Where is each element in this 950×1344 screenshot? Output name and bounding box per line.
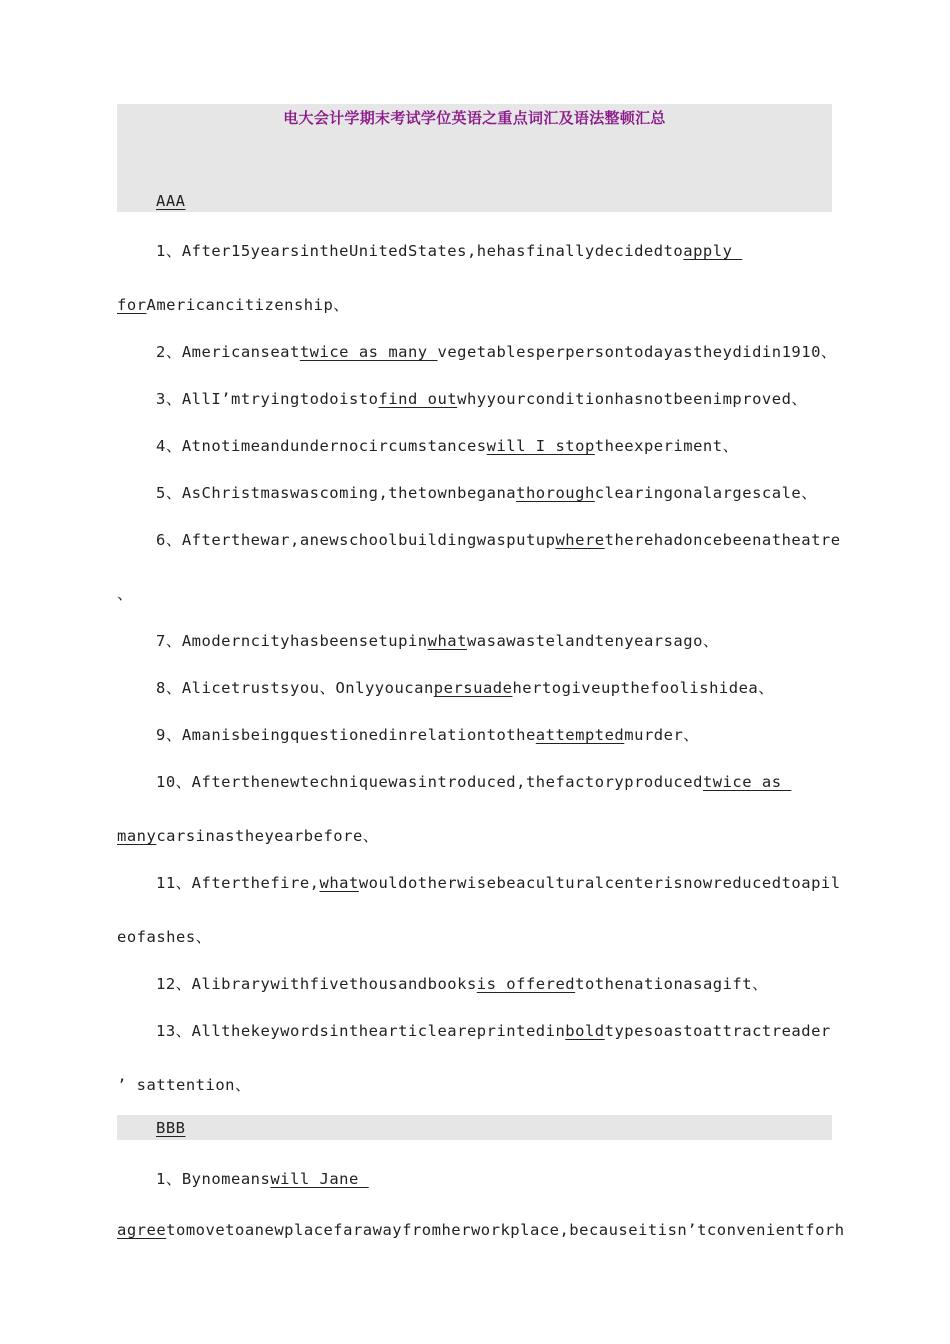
sentence-text: 1、Bynomeans bbox=[156, 1170, 271, 1188]
underlined-answer: many bbox=[117, 827, 157, 845]
sentence-text: wouldotherwisebeaculturalcenterisnowreducedtoapil bbox=[358, 874, 841, 892]
underlined-answer: agree bbox=[117, 1221, 167, 1239]
underlined-answer: twice as many bbox=[299, 343, 438, 361]
underlined-answer: bold bbox=[565, 1022, 605, 1040]
underlined-answer: thorough bbox=[516, 484, 595, 502]
sentence-text: clearingonalargescale、 bbox=[594, 484, 818, 502]
text-line bbox=[156, 387, 807, 409]
underlined-answer: what bbox=[319, 874, 359, 892]
sentence-text: typesoastoattractreader bbox=[604, 1022, 831, 1040]
sentence-text: 11、Afterthefire, bbox=[156, 874, 320, 892]
sentence-text: Americancitizenship、 bbox=[146, 296, 350, 314]
sentence-text: 6、Afterthewar,anewschoolbuildingwasputup bbox=[156, 531, 556, 549]
sentence-text: 13、Allthekeywordsinthearticleareprintedin bbox=[156, 1022, 566, 1040]
text-line bbox=[156, 528, 841, 550]
text-line bbox=[117, 1221, 845, 1239]
text-line bbox=[117, 1073, 251, 1095]
text-line bbox=[156, 1167, 369, 1189]
underlined-answer: persuade bbox=[433, 679, 513, 697]
underlined-answer: attempted bbox=[535, 726, 625, 744]
underlined-answer: is offered bbox=[476, 975, 576, 993]
text-line bbox=[156, 239, 742, 261]
underlined-answer: where bbox=[555, 531, 605, 549]
text-line bbox=[156, 434, 739, 456]
text-line bbox=[117, 824, 379, 846]
text-line bbox=[117, 582, 133, 604]
text-line bbox=[156, 1019, 831, 1041]
sentence-text: whyyourconditionhasnotbeenimproved、 bbox=[457, 390, 808, 408]
sentence-text: 4、Atnotimeandundernocircumstances bbox=[156, 437, 487, 455]
underlined-answer: find out bbox=[378, 390, 458, 408]
section-band-b bbox=[117, 1115, 832, 1140]
sentence-text: therehadoncebeenatheatre bbox=[604, 531, 841, 549]
sentence-text: 12、Alibrarywithfivethousandbooks bbox=[156, 975, 477, 993]
text-line bbox=[156, 676, 774, 698]
underlined-answer: for bbox=[117, 296, 147, 314]
sentence-text: murder、 bbox=[624, 726, 700, 744]
sentence-text: 3、AllI’mtryingtodoisto bbox=[156, 390, 379, 408]
underlined-answer: twice as bbox=[702, 773, 792, 791]
text-line bbox=[156, 481, 817, 503]
underlined-answer: will I stop bbox=[486, 437, 595, 455]
sentence-text: hertogiveupthefoolishidea、 bbox=[512, 679, 775, 697]
text-line bbox=[156, 972, 768, 994]
text-line bbox=[156, 770, 791, 792]
text-line bbox=[156, 629, 719, 651]
sentence-text: tomovetoanewplacefarawayfromherworkplace,becauseitisn’tconvenientforh bbox=[166, 1221, 845, 1239]
sentence-text: 7、Amoderncityhasbeensetupin bbox=[156, 632, 428, 650]
section-heading-b: BBB bbox=[156, 1119, 186, 1137]
sentence-text: theexperiment、 bbox=[594, 437, 739, 455]
section-heading-a: AAA bbox=[156, 192, 186, 210]
sentence-text: 5、AsChristmaswascoming,thetownbegana bbox=[156, 484, 517, 502]
sentence-text: 、 bbox=[117, 585, 134, 603]
underlined-answer: what bbox=[427, 632, 467, 650]
sentence-text: 10、Afterthenewtechniquewasintroduced,thefactoryproduced bbox=[156, 773, 703, 791]
text-line bbox=[117, 293, 349, 315]
text-line bbox=[156, 723, 699, 745]
sentence-text: vegetablesperpersontodayastheydidin1910、 bbox=[437, 343, 837, 361]
sentence-text: 2、Americanseat bbox=[156, 343, 300, 361]
sentence-text: tothenationasagift、 bbox=[575, 975, 769, 993]
text-line bbox=[117, 925, 212, 947]
sentence-text: 8、Alicetrustsyou、Onlyyoucan bbox=[156, 679, 434, 697]
underlined-answer: will Jane bbox=[270, 1170, 369, 1188]
text-line bbox=[156, 871, 841, 893]
sentence-text: eofashes、 bbox=[117, 928, 212, 946]
sentence-text: 9、Amanisbeingquestionedinrelationtothe bbox=[156, 726, 536, 744]
text-line bbox=[156, 340, 837, 362]
sentence-text: ’ sattention、 bbox=[117, 1076, 251, 1094]
page-title: 电大会计学期末考试学位英语之重点词汇及语法整顿汇总 bbox=[283, 109, 666, 127]
underlined-answer: apply bbox=[683, 242, 743, 260]
sentence-text: 1、After15yearsintheUnitedStates,hehasfinallydecidedto bbox=[156, 242, 684, 260]
sentence-text: wasawastelandtenyearsago、 bbox=[466, 632, 719, 650]
sentence-text: carsinastheyearbefore、 bbox=[156, 827, 379, 845]
